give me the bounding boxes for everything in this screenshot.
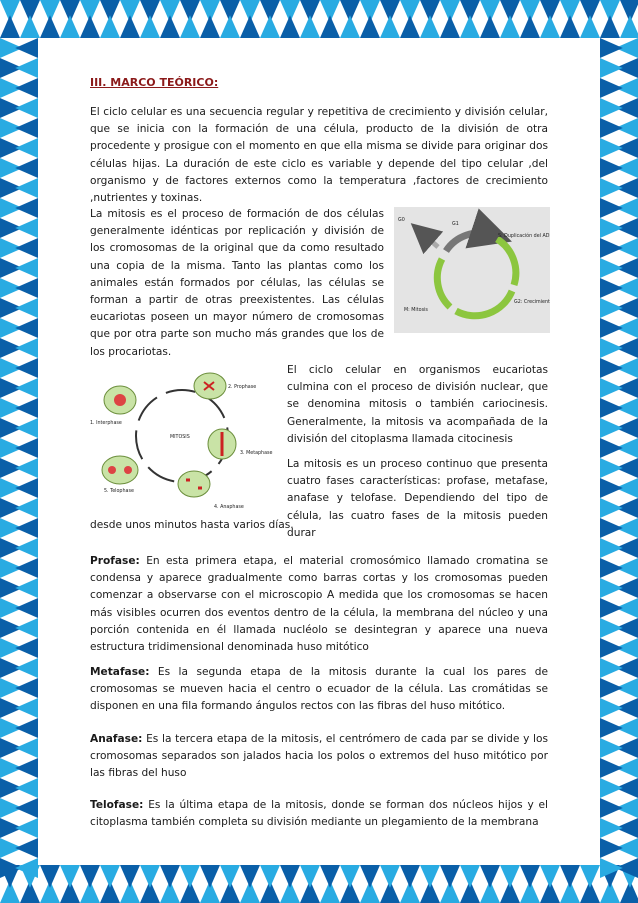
metafase-section (90, 664, 548, 716)
intro-paragraph (90, 104, 548, 207)
s-label: S: Duplicación del ADN (498, 234, 550, 239)
anafase-label: Anafase: (90, 733, 143, 745)
duration-line (90, 517, 548, 534)
m-label: M: Mitosis (404, 308, 428, 313)
anafase-section (90, 731, 548, 783)
metafase-label: Metafase: (90, 666, 150, 678)
cell-cycle-paragraph: El ciclo celular es una secuencia regular y repetitiva de crecimiento y división celular, que se inicia con la formación de una célula, producto de la división de otra procedente y prosigue con el momento en que ella misma se divide para originar dos células hijas. La duración de este ciclo es variable y depende del tipo celular ,del organismo y de factores externos como la temperatura ,factores de crecimiento ,nutrientes y toxinas. (90, 106, 548, 205)
profase-label: Profase: (90, 555, 140, 567)
anafase-text: Es la tercera etapa de la mitosis, el centrómero de cada par se divide y los cromosomas separados son jalados hacia los polos o extremos del huso mitótico por las fibras del huso (90, 733, 548, 780)
nuclear-division-text (287, 362, 548, 542)
mitosis-paragraph: La mitosis es el proceso de formación de dos células generalmente idénticas por replicación y división de los cromosomas de la original que da como resultado una copia de la misma. Tanto las plantas como los animales están formados por células, las células se forman a partir de otras preexistentes. Las células eucariotas poseen un mayor número de cromosomas que por otra parte son mucho más grandes que los de los procariotas. (90, 208, 384, 358)
profase-text: En esta primera etapa, el material cromosómico llamado cromatina se condensa y aparece gradualmente como barras cortas y los cromosomas pueden comenzar a observarse con el microscopio A medida que los cromosomas se hacen más visibles ocurren dos eventos dentro de la célula, la membrana del núcleo y una porción contenida en él llamada nucléolo se desintegran y aparece una nueva estructura tridimensional denominada huso mitótico (90, 555, 548, 654)
profase-section (90, 553, 548, 656)
interphase-label: 1. Interphase (90, 421, 122, 426)
g2-label: G2: Crecimiento (514, 300, 550, 305)
mitosis-definition (90, 206, 384, 361)
mitosis-figure (90, 362, 280, 510)
telophase-label: 5. Telophase (104, 489, 134, 494)
phases-paragraph-end: desde unos minutos hasta varios días. (90, 519, 294, 531)
telofase-label: Telofase: (90, 799, 144, 811)
g1-label: G1 (452, 222, 459, 227)
section-heading: III. MARCO TEÓRICO: (90, 76, 219, 89)
g0-label: G0 (398, 218, 405, 223)
metaphase-label: 3. Metaphase (240, 451, 273, 456)
phases-paragraph: La mitosis es un proceso continuo que presenta cuatro fases características: profase, metafase, anafase y telofase. Dependiendo del tipo de célula, las cuatro fases de la mitosis pueden durar (287, 458, 548, 539)
karyokinesis-paragraph: El ciclo celular en organismos eucariotas culmina con el proceso de división nuclear, que se denomina mitosis o también cariocinesis. Generalmente, la mitosis va acompañada de la división del citoplasma llamada citocinesis (287, 364, 548, 445)
telofase-section (90, 797, 548, 831)
cell-cycle-figure (394, 207, 550, 333)
anaphase-label: 4. Anaphase (214, 505, 244, 510)
prophase-label: 2. Prophase (228, 385, 257, 390)
mitosis-center-label: MITOSIS (170, 435, 190, 440)
telofase-text: Es la última etapa de la mitosis, donde se forman dos núcleos hijos y el citoplasma también completa su división mediante un plegamiento de la membrana (90, 799, 548, 829)
metafase-text: Es la segunda etapa de la mitosis durante la cual los pares de cromosomas se mueven hacia el centro o ecuador de la célula. Las cromátidas se disponen en una fila formando ángulos rectos con las fibras del huso mitótico. (90, 666, 548, 713)
